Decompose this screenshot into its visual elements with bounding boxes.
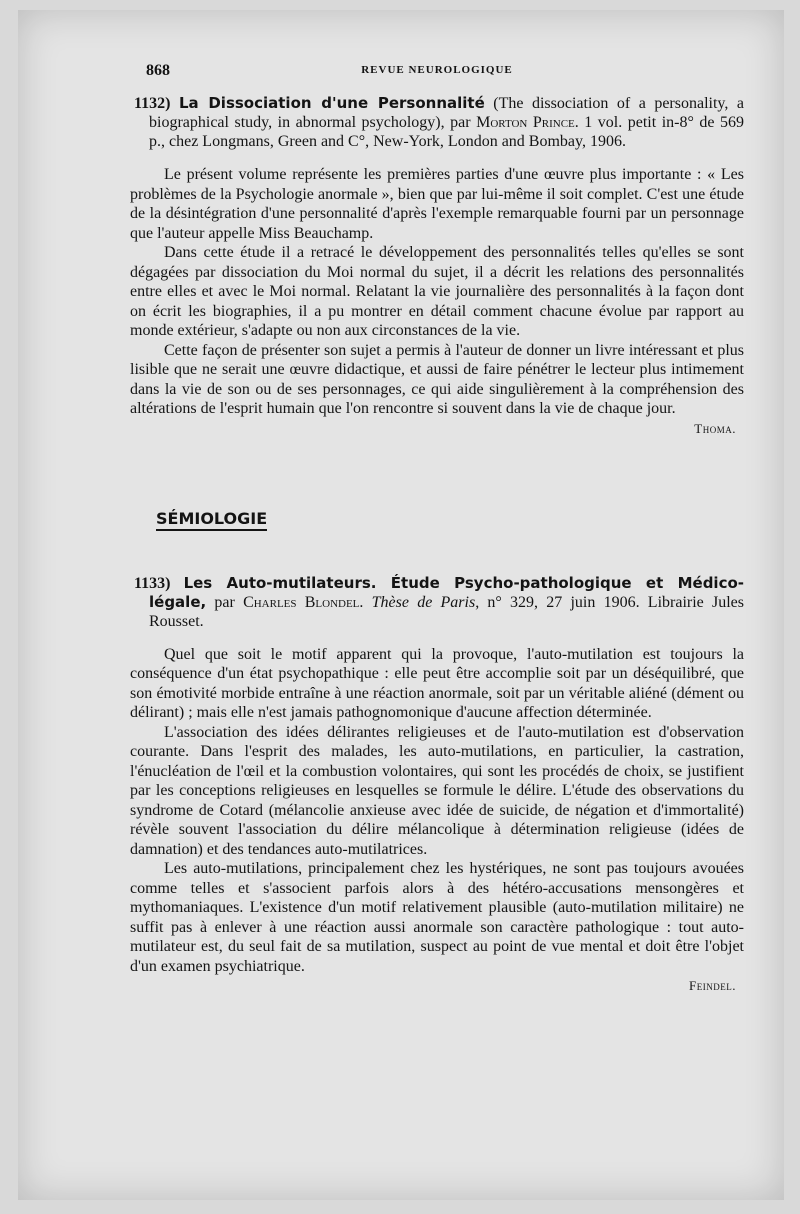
journal-title: REVUE NEUROLOGIQUE [361, 64, 513, 76]
paragraph: Dans cette étude il a retracé le développement des personnalités telles qu'elles se sont dégagées par dissociation du Moi normal du sujet, il a décrit les relations des personnalités entre elles et avec le Moi normal. Relatant la vie journalière des personnalités à la façon dont on écrit les biographies, il a pu montrer en détail comment chacune évolue par rapport au monde extérieur, s'adapte ou non aux circonstances de la vie. [130, 244, 744, 339]
scanned-page [18, 10, 784, 1200]
entry-thesis: Thèse de Paris [371, 593, 476, 611]
running-head [130, 60, 744, 86]
entry-1132-title [130, 94, 744, 151]
section-heading: SÉMIOLOGIE [156, 509, 744, 528]
entry-description: (The dissociation of a personality, a biographical study, in abnormal psychology), par [149, 95, 744, 131]
paragraph: Cette façon de présenter son sujet a permis à l'auteur de donner un livre intéressant et plus lisible que ne serait une œuvre didactique, et aussi de faire pénétrer le lecteur plus intimement dans la vie de son ou de ses personnages, ce qui aide singulièrement à la compréhension des altérations de l'esprit humain que l'on rencontre si souvent dans la vie de chaque jour. [130, 341, 744, 417]
reviewer-signature: Feindel. [689, 978, 736, 993]
page-content [130, 60, 744, 994]
entry-number: 1132) [134, 95, 171, 112]
paragraph: Le présent volume représente les premières parties d'une œuvre plus importante : « Les problèmes de la Psychologie anormale », bien que par lui-même il soit complet. C'est une étude de la désintégration d'une personnalité d'après l'exemple remarquable fourni par un personnage que l'auteur appelle Miss Beauchamp. [130, 166, 744, 242]
entry-title-text: La Dissociation d'une Personnalité [178, 94, 485, 112]
reviewer-signature: Thoma. [694, 420, 736, 436]
entry-number: 1133) [134, 574, 171, 592]
entry-1133-title: 1133) Les Auto-mutilateurs. Étude Psycho-pathologique et Médico-légale, par Charles Blondel. Thèse de Paris, n° 329, 27 juin 1906. Librairie Jules Rousset. [134, 573, 744, 630]
entry-description: par [206, 593, 244, 611]
entry-author: Morton Prince [476, 114, 575, 131]
paragraph: Les auto-mutilations, principalement chez les hystériques, ne sont pas toujours avouées comme telles et s'associent parfois alors à des hétéro-accusations mensongères et mythomaniaques. L'existence d'un motif relativement plausible (auto-mutilation militaire) ne suffit pas à enlever à une réaction aussi anormale son caractère pathologique : tout auto-mutilateur est, du seul fait de sa mutilation, suspect au point de vue mental et doit être l'objet d'un examen psychiatrique. [130, 860, 744, 975]
entry-publication: . 1 vol. petit in-8° de 569 p., chez Longmans, Green and C°, New-York, London and Bombay, 1906. [149, 114, 745, 150]
page-number: 868 [146, 62, 170, 79]
entry-publication: , n° 329, 27 juin 1906. Librairie Jules Rousset. [149, 593, 744, 630]
paragraph: L'association des idées délirantes religieuses et de l'auto-mutilation est d'observation courante. Dans l'esprit des malades, les auto-mutilations, en particulier, la castration, l'énucléation de l'œil et la combustion volontaires, qui sont les procédés de choix, se justifient par les conceptions religieuses en lesquelles se formule le délire. L'étude des observations du syndrome de Cotard (mélancolie anxieuse avec idée de suicide, de négation et d'immortalité) révèle souvent l'association du délire mélancolique à détermination religieuse (idées de damnation) et des tendances auto-mutilatrices. [130, 723, 744, 858]
entry-title-text: Les Auto-mutilateurs. Étude Psycho-pathologique et Médico-légale, [149, 573, 744, 611]
paragraph: Quel que soit le motif apparent qui la provoque, l'auto-mutilation est toujours la conséquence d'un état psychopathique : elle peut être accomplie soit par un déséquilibré, que son émotivité morbide entraîne à une réaction anormale, soit par un véritable aliéné (dément ou délirant) ; mais elle n'est jamais pathognomonique d'aucune affection déterminée. [130, 645, 744, 721]
entry-author: Charles Blondel [243, 593, 360, 611]
